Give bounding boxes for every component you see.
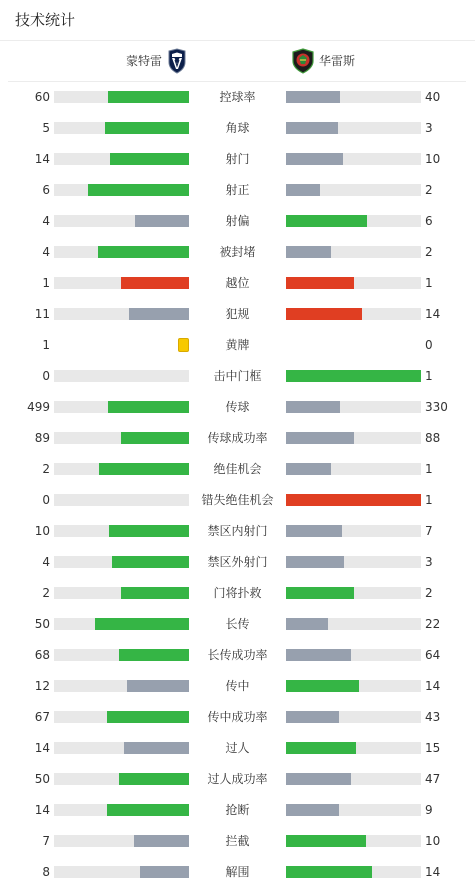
- home-stat-value: 50: [34, 617, 50, 631]
- away-stat-value: 1: [425, 493, 433, 507]
- away-stat-bar-track: [286, 835, 421, 847]
- home-stat-bar-track: [54, 308, 189, 320]
- home-stat-value: 12: [34, 679, 50, 693]
- home-stat-value: 50: [34, 772, 50, 786]
- stat-label: 控球率: [219, 90, 256, 104]
- home-stat-bar: [119, 773, 189, 785]
- stat-row: [0, 733, 475, 764]
- away-stat-bar: [286, 804, 339, 816]
- stat-row: [0, 392, 475, 423]
- home-stat-bar-track: [54, 494, 189, 506]
- away-stat-bar: [286, 618, 328, 630]
- home-stat-bar: [121, 432, 189, 444]
- home-stat-value: 0: [42, 369, 50, 383]
- home-stat-value: 0: [42, 493, 50, 507]
- stat-label: 门将扑救: [213, 586, 262, 600]
- stat-label: 射正: [225, 183, 250, 197]
- home-stat-bar-track: [54, 370, 189, 382]
- away-stat-bar: [286, 184, 320, 196]
- home-stat-value: 7: [42, 834, 50, 848]
- away-stat-bar-track: [286, 370, 421, 382]
- away-stat-bar-track: [286, 153, 421, 165]
- away-stat-bar-track: [286, 401, 421, 413]
- home-stat-bar-track: [54, 432, 189, 444]
- away-stat-bar-track: [286, 494, 421, 506]
- stats-list: [0, 82, 475, 888]
- home-stat-bar-track: [54, 463, 189, 475]
- home-stat-value: 10: [34, 524, 50, 538]
- stat-label: 角球: [225, 121, 250, 135]
- away-stat-bar-track: [286, 246, 421, 258]
- stat-label: 拦截: [225, 834, 250, 848]
- stat-label: 绝佳机会: [213, 462, 262, 476]
- stat-row: [0, 857, 475, 888]
- home-stat-value: 6: [42, 183, 50, 197]
- home-stat-bar: [99, 463, 189, 475]
- away-stat-bar-track: [286, 463, 421, 475]
- home-stat-bar-track: [54, 153, 189, 165]
- stat-row: [0, 299, 475, 330]
- away-stat-value: 3: [425, 121, 433, 135]
- home-stat-bar: [109, 525, 189, 537]
- home-stat-value: 2: [42, 586, 50, 600]
- page-title: 技术统计: [15, 11, 76, 29]
- away-stat-value: 1: [425, 462, 433, 476]
- home-stat-bar: [129, 308, 189, 320]
- stat-label: 错失绝佳机会: [201, 493, 274, 507]
- away-stat-bar-track: [286, 618, 421, 630]
- home-stat-bar-track: [54, 835, 189, 847]
- away-stat-bar-track: [286, 556, 421, 568]
- stat-label: 过人成功率: [207, 772, 268, 786]
- home-stat-bar: [119, 649, 189, 661]
- away-stat-value: 14: [425, 865, 441, 879]
- home-stat-bar: [108, 91, 189, 103]
- away-stat-value: 2: [425, 245, 433, 259]
- away-stat-value: 0: [425, 338, 433, 352]
- stat-label: 抢断: [225, 803, 250, 817]
- stat-row: [0, 516, 475, 547]
- home-stat-bar-track: [54, 618, 189, 630]
- away-stat-value: 88: [425, 431, 441, 445]
- away-stat-bar: [286, 277, 354, 289]
- away-stat-bar: [286, 432, 354, 444]
- home-stat-value: 4: [42, 555, 50, 569]
- home-stat-bar-track: [54, 401, 189, 413]
- home-stat-bar: [140, 866, 189, 878]
- stat-row: [0, 826, 475, 857]
- stat-row: [0, 330, 475, 361]
- away-stat-bar-track: [286, 277, 421, 289]
- stat-row: [0, 206, 475, 237]
- away-stat-bar: [286, 246, 331, 258]
- home-stat-bar-track: [54, 649, 189, 661]
- stat-row: [0, 423, 475, 454]
- stat-label: 过人: [225, 741, 250, 755]
- away-stat-bar-track: [286, 587, 421, 599]
- away-stat-bar: [286, 153, 343, 165]
- home-stat-value: 2: [42, 462, 50, 476]
- away-stat-bar: [286, 556, 344, 568]
- away-stat-value: 7: [425, 524, 433, 538]
- home-team-name: 蒙特雷: [125, 54, 162, 68]
- away-stat-value: 64: [425, 648, 441, 662]
- stat-label: 被封堵: [219, 245, 256, 259]
- stat-row: [0, 547, 475, 578]
- away-stat-bar: [286, 401, 340, 413]
- home-stat-bar-track: [54, 215, 189, 227]
- away-stat-bar: [286, 649, 351, 661]
- away-stat-bar: [286, 308, 362, 320]
- away-stat-value: 14: [425, 307, 441, 321]
- stat-row: [0, 268, 475, 299]
- home-stat-bar-track: [54, 277, 189, 289]
- away-stat-bar: [286, 91, 340, 103]
- home-stat-bar: [98, 246, 189, 258]
- home-stat-bar-track: [54, 556, 189, 568]
- monterrey-crest-icon: [167, 48, 187, 74]
- away-stat-bar-track: [286, 91, 421, 103]
- away-stat-bar-track: [286, 432, 421, 444]
- home-stat-bar: [121, 277, 189, 289]
- home-stat-bar: [121, 587, 189, 599]
- home-stat-bar: [110, 153, 189, 165]
- away-stat-bar-track: [286, 804, 421, 816]
- stat-label: 解围: [225, 865, 250, 879]
- home-stat-bar-track: [54, 122, 189, 134]
- away-stat-bar: [286, 122, 338, 134]
- away-stat-bar: [286, 866, 372, 878]
- away-stat-bar: [286, 742, 356, 754]
- home-stat-bar: [112, 556, 189, 568]
- away-stat-value: 47: [425, 772, 441, 786]
- stat-label: 射偏: [225, 214, 250, 228]
- stat-label: 越位: [225, 276, 250, 290]
- home-stat-value: 8: [42, 865, 50, 879]
- stat-label: 禁区内射门: [207, 524, 268, 538]
- away-stat-bar-track: [286, 649, 421, 661]
- away-stat-bar-track: [286, 773, 421, 785]
- home-stat-bar-track: [54, 804, 189, 816]
- away-stat-value: 14: [425, 679, 441, 693]
- away-stat-bar-track: [286, 215, 421, 227]
- home-stat-bar: [95, 618, 189, 630]
- away-stat-bar: [286, 711, 339, 723]
- away-stat-value: 2: [425, 183, 433, 197]
- home-stat-bar-track: [54, 742, 189, 754]
- away-stat-bar-track: [286, 711, 421, 723]
- home-stat-bar: [124, 742, 189, 754]
- home-stat-value: 4: [42, 245, 50, 259]
- home-stat-bar: [88, 184, 189, 196]
- yellow-card-icon: [178, 338, 189, 352]
- home-stat-bar-track: [54, 773, 189, 785]
- home-stat-value: 499: [27, 400, 50, 414]
- away-stat-value: 43: [425, 710, 441, 724]
- stat-label: 传球: [225, 400, 250, 414]
- home-stat-bar-track: [54, 866, 189, 878]
- away-stat-bar-track: [286, 525, 421, 537]
- away-stat-bar: [286, 835, 366, 847]
- away-stat-value: 330: [425, 400, 448, 414]
- stat-row: [0, 82, 475, 113]
- away-stat-bar-track: [286, 122, 421, 134]
- stat-label: 射门: [225, 152, 250, 166]
- home-stat-bar: [108, 401, 189, 413]
- home-stat-bar-track: [54, 91, 189, 103]
- away-stat-value: 15: [425, 741, 441, 755]
- away-stat-bar: [286, 587, 354, 599]
- home-stat-value: 89: [34, 431, 50, 445]
- home-stat-value: 68: [34, 648, 50, 662]
- away-stat-bar: [286, 680, 359, 692]
- home-stat-value: 4: [42, 214, 50, 228]
- home-stat-bar-track: [54, 246, 189, 258]
- away-stat-value: 10: [425, 152, 441, 166]
- stat-row: [0, 454, 475, 485]
- stat-label: 犯规: [225, 307, 250, 321]
- away-stat-bar: [286, 494, 421, 506]
- away-stat-value: 10: [425, 834, 441, 848]
- away-stat-bar: [286, 525, 342, 537]
- home-stat-value: 60: [34, 90, 50, 104]
- stat-row: [0, 175, 475, 206]
- stat-row: [0, 113, 475, 144]
- home-stat-value: 14: [34, 741, 50, 755]
- stat-row: [0, 702, 475, 733]
- away-stat-value: 9: [425, 803, 433, 817]
- stat-label: 长传: [225, 617, 250, 631]
- stat-row: [0, 609, 475, 640]
- away-stat-bar-track: [286, 308, 421, 320]
- home-stat-value: 1: [42, 276, 50, 290]
- away-stat-value: 40: [425, 90, 441, 104]
- stat-label: 传球成功率: [207, 431, 268, 445]
- team-header: [0, 41, 475, 81]
- home-stat-bar: [107, 804, 189, 816]
- away-stat-value: 3: [425, 555, 433, 569]
- away-stat-bar: [286, 215, 367, 227]
- stat-label: 传中成功率: [207, 710, 268, 724]
- away-stat-value: 22: [425, 617, 441, 631]
- stat-label: 长传成功率: [207, 648, 268, 662]
- home-stat-bar-track: [54, 184, 189, 196]
- away-stat-value: 1: [425, 276, 433, 290]
- home-stat-bar: [134, 835, 189, 847]
- stat-row: [0, 144, 475, 175]
- away-stat-bar-track: [286, 184, 421, 196]
- stat-row: [0, 237, 475, 268]
- away-stat-bar: [286, 463, 331, 475]
- home-stat-bar-track: [54, 587, 189, 599]
- home-stat-bar-track: [54, 711, 189, 723]
- away-stat-bar: [286, 370, 421, 382]
- away-stat-value: 2: [425, 586, 433, 600]
- stat-label: 击中门框: [213, 369, 262, 383]
- home-stat-bar-track: [54, 680, 189, 692]
- away-stat-bar-track: [286, 680, 421, 692]
- stat-row: [0, 361, 475, 392]
- stat-row: [0, 485, 475, 516]
- home-stat-bar-track: [54, 525, 189, 537]
- home-stat-value: 14: [34, 152, 50, 166]
- away-stat-value: 1: [425, 369, 433, 383]
- home-stat-value: 67: [34, 710, 50, 724]
- away-stat-bar-track: [286, 866, 421, 878]
- stat-label: 黄牌: [225, 338, 250, 352]
- home-stat-value: 5: [42, 121, 50, 135]
- home-stat-bar: [127, 680, 189, 692]
- away-stat-value: 6: [425, 214, 433, 228]
- away-team-name: 华雷斯: [319, 54, 356, 68]
- home-stat-value: 1: [42, 338, 50, 352]
- home-stat-value: 14: [34, 803, 50, 817]
- stat-label: 禁区外射门: [207, 555, 268, 569]
- stat-label: 传中: [225, 679, 250, 693]
- home-stat-value: 11: [34, 307, 50, 321]
- home-stat-bar: [107, 711, 189, 723]
- stat-row: [0, 764, 475, 795]
- juarez-crest-icon: [291, 48, 315, 74]
- stat-row: [0, 795, 475, 826]
- stat-row: [0, 671, 475, 702]
- away-stat-bar: [286, 773, 351, 785]
- home-stat-bar: [135, 215, 189, 227]
- stat-row: [0, 640, 475, 671]
- home-stat-bar: [105, 122, 189, 134]
- stat-row: [0, 578, 475, 609]
- away-stat-bar-track: [286, 742, 421, 754]
